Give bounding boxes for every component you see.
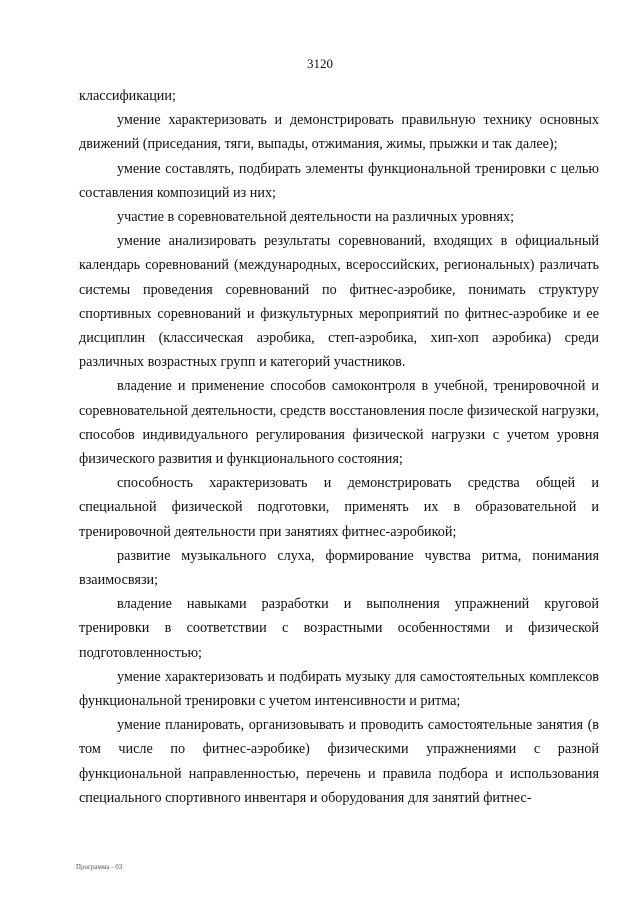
paragraph: владение навыками разработки и выполнения упражнений круговой тренировки в соответствии с возрастными особенностями и физической подготовленностью; (79, 596, 599, 661)
paragraph: классификации; (79, 88, 176, 104)
page-footer: Программа - 03 (76, 863, 123, 871)
paragraph: умение анализировать результаты соревнований, входящих в официальный календарь соревнований (международных, всероссийских, региональных) различать системы проведения соревнований по фитнес-аэробике, понимать структуру спортивных соревнований и физкультурных мероприятий по фитнес-аэробике и ее дисциплин (классическая аэробика, степ-аэробика, хип-хоп аэробика) среди различных возрастных групп и категорий участников. (79, 233, 599, 371)
paragraph: умение планировать, организовывать и проводить самостоятельные занятия (в том числе по фитнес-аэробике) физическими упражнениями с разной функциональной направленностью, перечень и правила подбора и использования специального спортивного инвентаря и оборудования для занятий фитнес- (79, 717, 599, 806)
paragraph: развитие музыкального слуха, формирование чувства ритма, понимания взаимосвязи; (79, 547, 599, 589)
paragraph: умение характеризовать и демонстрировать правильную технику основных движений (приседания, тяги, выпады, отжимания, жимы, прыжки и так далее); (79, 112, 599, 153)
paragraph: умение характеризовать и подбирать музыку для самостоятельных комплексов функциональной тренировки с учетом интенсивности и ритма; (79, 668, 599, 710)
paragraph: умение составлять, подбирать элементы функциональной тренировки с целью составления композиций из них; (79, 160, 599, 201)
paragraph: участие в соревновательной деятельности на различных уровнях; (117, 209, 515, 226)
paragraph: владение и применение способов самоконтроля в учебной, тренировочной и соревновательной деятельности, средств восстановления после физической нагрузки, способов индивидуального регулирования физической нагрузки с учетом уровня физического развития и функционального состояния; (79, 378, 599, 468)
document-body (79, 84, 599, 810)
page-number: 3120 (307, 56, 333, 71)
paragraph: способность характеризовать и демонстрировать средства общей и специальной физической подготовки, применять их в образовательной и тренировочной деятельности при занятиях фитнес-аэробикой; (79, 475, 599, 540)
